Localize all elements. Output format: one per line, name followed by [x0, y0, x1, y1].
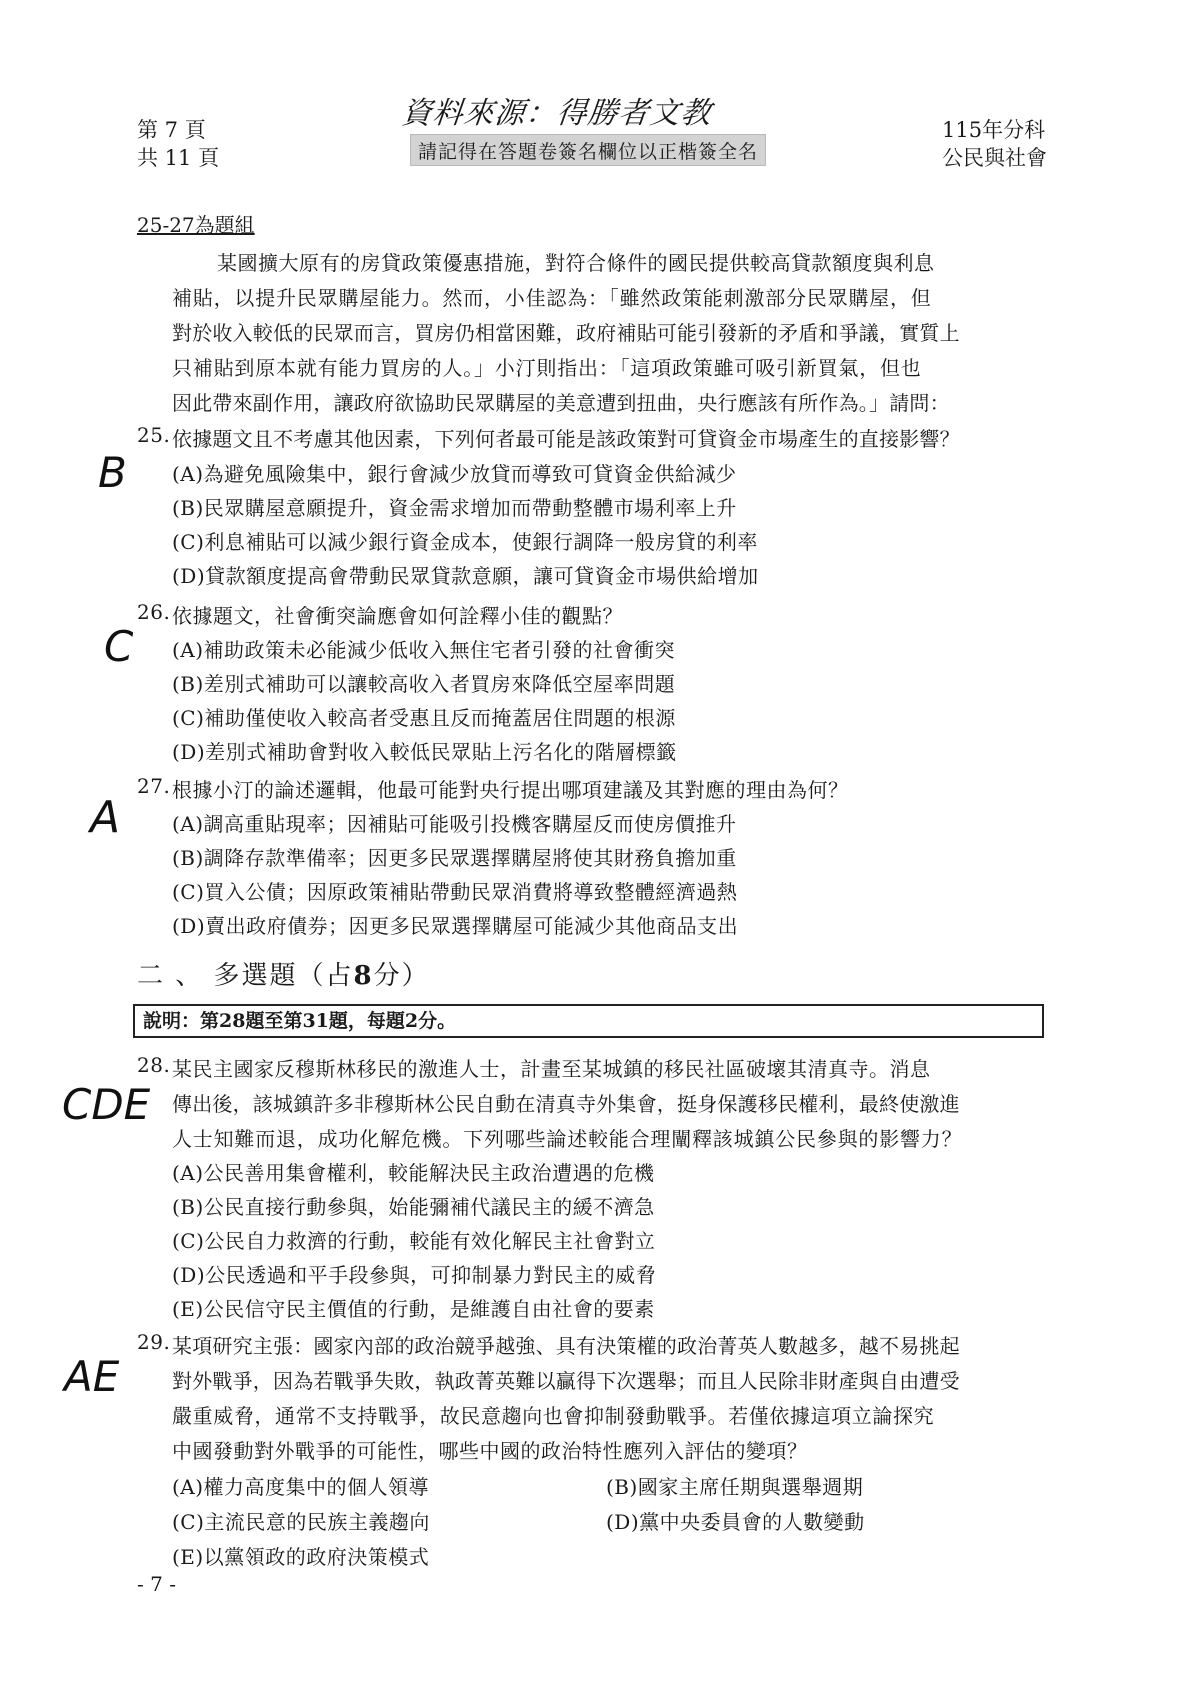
option-e: (E)公民信守民主價值的行動，是維護自由社會的要素	[172, 1297, 655, 1321]
option-d: (D)黨中央委員會的人數變動	[606, 1510, 865, 1534]
passage-line: 只補貼到原本就有能力買房的人。」小汀則指出：「這項政策雖可吸引新買氣，但也	[172, 356, 922, 380]
total-pages: 共 11 頁	[137, 146, 220, 170]
option-a: (A)補助政策未必能減少低收入無住宅者引發的社會衝突	[172, 638, 676, 662]
handwritten-answer: B	[98, 448, 127, 497]
section-instruction	[133, 1004, 1044, 1038]
question-number: 25.	[137, 423, 171, 447]
question-stem: 傳出後，該城鎮許多非穆斯林公民自動在清真寺外集會，挺身保護移民權利，最終使激進	[172, 1092, 960, 1116]
section-instruction-text: 說明：第28題至第31題，每題2分。	[143, 1010, 457, 1032]
handwritten-answer: C	[104, 622, 134, 671]
section-title-suffix: 分）	[373, 961, 430, 991]
question-stem: 中國發動對外戰爭的可能性，哪些中國的政治特性應列入評估的變項？	[172, 1439, 808, 1463]
option-b: (B)民眾購屋意願提升，資金需求增加而帶動整體市場利率上升	[172, 496, 737, 520]
option-c: (C)補助僅使收入較高者受惠且反而掩蓋居住問題的根源	[172, 706, 676, 730]
source-note-handwritten: 資料來源：得勝者文教	[399, 96, 714, 131]
section-title-prefix: 二 、 多選題（占	[137, 961, 354, 991]
option-a: (A)公民善用集會權利，較能解決民主政治遭遇的危機	[172, 1161, 655, 1185]
page-footer: - 7 -	[137, 1572, 176, 1596]
section-points: 8	[353, 961, 374, 991]
question-stem: 某項研究主張：國家內部的政治競爭越強、具有決策權的政治菁英人數越多，越不易挑起	[172, 1334, 960, 1358]
handwritten-answer: A	[90, 792, 121, 843]
option-d: (D)公民透過和平手段參與，可抑制暴力對民主的威脅	[172, 1263, 657, 1287]
question-number: 28.	[137, 1053, 171, 1077]
question-stem: 某民主國家反穆斯林移民的激進人士，計畫至某城鎮的移民社區破壞其清真寺。消息	[172, 1057, 931, 1081]
option-d: (D)貸款額度提高會帶動民眾貸款意願，讓可貸資金市場供給增加	[172, 564, 759, 588]
handwritten-answer: AE	[64, 1352, 120, 1401]
option-b: (B)公民直接行動參與，始能彌補代議民主的緩不濟急	[172, 1195, 655, 1219]
passage-line: 某國擴大原有的房貸政策優惠措施，對符合條件的國民提供較高貸款額度與利息	[217, 251, 935, 275]
question-number: 29.	[137, 1330, 171, 1354]
option-c: (C)買入公債；因原政策補貼帶動民眾消費將導致整體經濟過熱	[172, 880, 738, 904]
option-e: (E)以黨領政的政府決策模式	[172, 1545, 430, 1569]
question-number: 26.	[137, 600, 171, 624]
question-stem: 嚴重威脅，通常不支持戰爭，故民意趨向也會抑制發動戰爭。若僅依據這項立論探究	[172, 1404, 935, 1428]
signature-notice	[410, 134, 766, 166]
question-stem: 依據題文，社會衝突論應會如何詮釋小佳的觀點？	[172, 604, 623, 628]
option-d: (D)賣出政府債券；因更多民眾選擇購屋可能減少其他商品支出	[172, 914, 739, 938]
option-b: (B)差別式補助可以讓較高收入者買房來降低空屋率問題	[172, 672, 676, 696]
question-stem: 根據小汀的論述邏輯，他最可能對央行提出哪項建議及其對應的理由為何？	[172, 778, 849, 802]
option-a: (A)權力高度集中的個人領導	[172, 1475, 430, 1499]
question-number: 27.	[137, 774, 171, 798]
option-c: (C)公民自力救濟的行動，較能有效化解民主社會對立	[172, 1229, 656, 1253]
question-stem: 人士知難而退，成功化解危機。下列哪些論述較能合理闡釋該城鎮公民參與的影響力？	[172, 1127, 963, 1151]
question-stem: 依據題文且不考慮其他因素，下列何者最可能是該政策對可貸資金市場產生的直接影響？	[172, 427, 960, 451]
signature-notice-text: 請記得在答題卷簽名欄位以正楷簽全名	[417, 140, 758, 163]
option-a: (A)調高重貼現率；因補貼可能吸引投機客購屋反而使房價推升	[172, 812, 737, 836]
option-d: (D)差別式補助會對收入較低民眾貼上污名化的階層標籤	[172, 740, 677, 764]
handwritten-answer: CDE	[62, 1080, 151, 1129]
option-c: (C)主流民意的民族主義趨向	[172, 1510, 430, 1534]
option-c: (C)利息補貼可以減少銀行資金成本，使銀行調降一般房貸的利率	[172, 530, 758, 554]
passage-line: 對於收入較低的民眾而言，買房仍相當困難，政府補貼可能引發新的矛盾和爭議，實質上	[172, 321, 960, 345]
section-title	[137, 955, 430, 992]
option-a: (A)為避免風險集中，銀行會減少放貸而導致可貸資金供給減少	[172, 462, 737, 486]
passage-line: 補貼，以提升民眾購屋能力。然而，小佳認為：「雖然政策能刺激部分民眾購屋，但	[172, 286, 932, 310]
passage-line: 因此帶來副作用，讓政府欲協助民眾購屋的美意遭到扭曲，央行應該有所作為。」請問：	[172, 391, 950, 415]
page-number: 第 7 頁	[137, 118, 206, 142]
option-b: (B)調降存款準備率；因更多民眾選擇購屋將使其財務負擔加重	[172, 846, 737, 870]
exam-year: 115年分科	[942, 118, 1046, 142]
question-stem: 對外戰爭，因為若戰爭失敗，執政菁英難以贏得下次選舉；而且人民除非財產與自由遭受	[172, 1369, 960, 1393]
option-b: (B)國家主席任期與選舉週期	[606, 1475, 864, 1499]
subject-name: 公民與社會	[942, 146, 1047, 170]
group-title: 25-27為題組	[137, 213, 255, 237]
